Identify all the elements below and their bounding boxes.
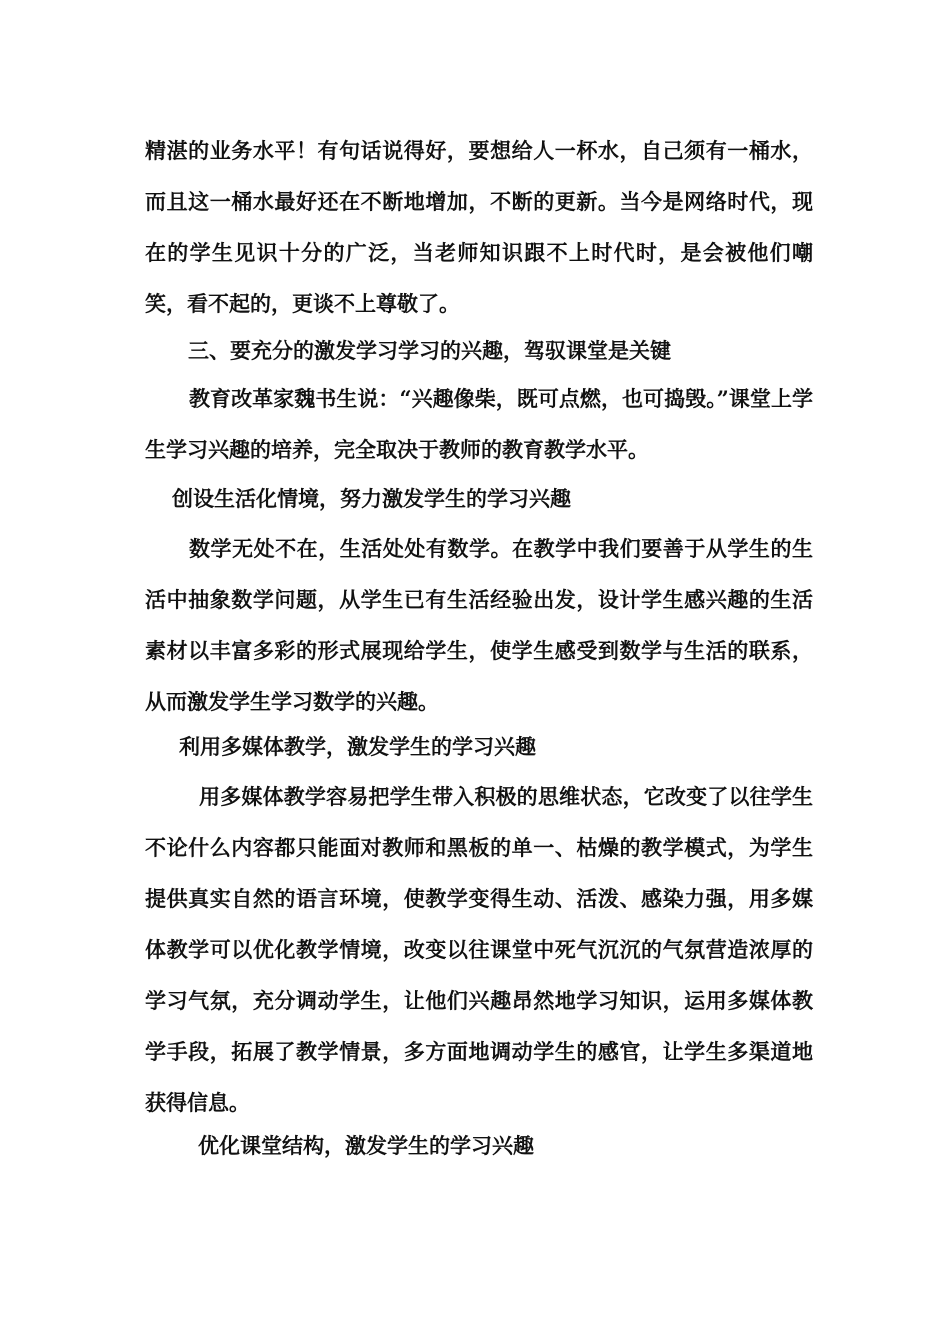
paragraph-multimedia: 用多媒体教学容易把学生带入积极的思维状态，它改变了以往学生不论什么内容都只能面对教师和黑板的单一、枯燥的教学模式，为学生提供真实自然的语言环境，使教学变得生动、活泼、感染力强，用多媒体教学可以优化教学情境，改变以往课堂中死气沉沉的气氛营造浓厚的学习气氛，充分调动学生，让他们兴趣昂然地学习知识，运用多媒体教学手段，拓展了教学情景，多方面地调动学生的感官，让学生多渠道地获得信息。 <box>145 784 813 1115</box>
paragraph-continuation: 精湛的业务水平！有句话说得好，要想给人一杯水，自己须有一桶水，而且这一桶水最好还在不断地增加，不断的更新。当今是网络时代，现在的学生见识十分的广泛，当老师知识跟不上时代时，是会被他们嘲笑，看不起的，更谈不上尊敬了。 <box>145 138 813 316</box>
subheading-life-situations: 创设生活化情境，努力激发学生的学习兴趣 <box>172 486 571 511</box>
section-heading-three: 三、要充分的激发学习学习的兴趣，驾驭课堂是关键 <box>188 338 671 363</box>
paragraph-quote: 教育改革家魏书生说：“兴趣像柴，既可点燃，也可捣毁。”课堂上学生学习兴趣的培养，完全取决于教师的教育教学水平。 <box>145 386 813 462</box>
paragraph-math-everywhere: 数学无处不在，生活处处有数学。在教学中我们要善于从学生的生活中抽象数学问题，从学生已有生活经验出发，设计学生感兴趣的生活素材以丰富多彩的形式展现给学生，使学生感受到数学与生活的联系，从而激发学生学习数学的兴趣。 <box>145 536 813 714</box>
subheading-class-structure: 优化课堂结构，激发学生的学习兴趣 <box>198 1133 534 1158</box>
subheading-multimedia: 利用多媒体教学，激发学生的学习兴趣 <box>179 734 536 759</box>
